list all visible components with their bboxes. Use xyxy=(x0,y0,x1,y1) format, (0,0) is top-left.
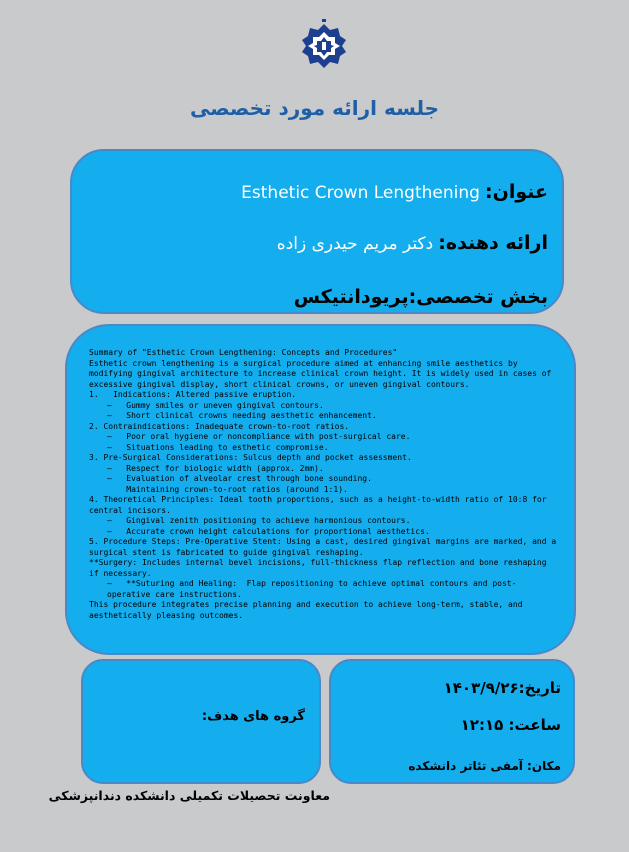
title-value: Esthetic Crown Lengthening xyxy=(241,183,480,203)
summary-line: This procedure integrates precise planning and execution to achieve long-term, stable, and aesthetically pleasing outcomes. xyxy=(89,600,528,620)
summary-line: – Poor oral hygiene or noncompliance with post-surgical care. xyxy=(107,432,411,441)
target-groups-box xyxy=(81,659,321,784)
footer-text: معاونت تحصیلات تکمیلی دانشکده دندانپزشکی xyxy=(48,788,330,803)
summary-line: Esthetic crown lengthening is a surgical procedure aimed at enhancing smile aesthetics by modifying gingival architecture to increase clinical crown height. It is widely used in cases of excessive gingival display, short clinical crowns, or uneven gingival contours. xyxy=(89,358,557,389)
summary-line: – **Suturing and Healing: Flap repositioning to achieve optimal contours and post-operative care instructions. xyxy=(107,579,517,599)
summary-line: 1. Indications: Altered passive eruption. xyxy=(89,390,297,399)
department-row xyxy=(294,286,548,308)
session-info-box xyxy=(329,659,575,784)
summary-line: 3. Pre-Surgical Considerations: Sulcus depth and pocket assessment. xyxy=(89,453,412,462)
university-emblem-icon xyxy=(296,18,352,74)
summary-line: – Evaluation of alveolar crest through bone sounding. xyxy=(107,474,372,483)
summary-line: **Surgery: Includes internal bevel incisions, full-thickness flap reflection and bone reshaping if necessary. xyxy=(89,558,552,578)
summary-line: – Gummy smiles or uneven gingival contours. xyxy=(107,400,324,410)
session-header-box xyxy=(70,149,564,314)
title-row xyxy=(241,181,548,203)
presenter-value: دکتر مریم حیدری زاده xyxy=(276,234,434,254)
session-headline: جلسه ارائه مورد تخصصی xyxy=(189,96,440,120)
presenter-label: ارائه دهنده: xyxy=(438,232,548,254)
summary-line: Summary of "Esthetic Crown Lengthening: Concepts and Procedures" xyxy=(89,348,398,357)
place-text: مکان: آمفی تئاتر دانشکده xyxy=(408,759,561,773)
summary-box xyxy=(65,324,576,655)
department-label: بخش تخصصی:پریودانتیکس xyxy=(293,286,548,308)
date-text: تاریخ:۱۴۰۳/۹/۲۶ xyxy=(443,679,561,697)
title-label: عنوان: xyxy=(485,181,548,203)
target-groups-label: گروه های هدف: xyxy=(201,709,305,724)
presenter-row xyxy=(277,232,548,254)
summary-line: 5. Procedure Steps: Pre-Operative Stent: Using a cast, desired gingival margins are marked, and a surgical stent is fabricated to guide gingival reshaping. xyxy=(89,537,562,557)
summary-text xyxy=(89,348,562,621)
summary-line: – Respect for biologic width (approx. 2mm). xyxy=(107,463,324,473)
summary-line: – Short clinical crowns needing aesthetic enhancement. xyxy=(107,411,377,420)
summary-line: – Situations leading to esthetic compromise. xyxy=(107,442,329,452)
summary-line: 4. Theoretical Principles: Ideal tooth proportions, such as a height-to-width ratio of 10:8 for central incisors. xyxy=(89,495,552,515)
summary-line: – Gingival zenith positioning to achieve harmonious contours. xyxy=(107,516,411,525)
time-text: ساعت: ۱۲:۱۵ xyxy=(460,716,561,734)
summary-line: – Accurate crown height calculations for proportional aesthetics. xyxy=(107,526,430,536)
summary-line: Maintaining crown-to-root ratios (around 1:1). xyxy=(107,484,348,494)
summary-line: 2. Contraindications: Inadequate crown-to-root ratios. xyxy=(89,421,350,431)
